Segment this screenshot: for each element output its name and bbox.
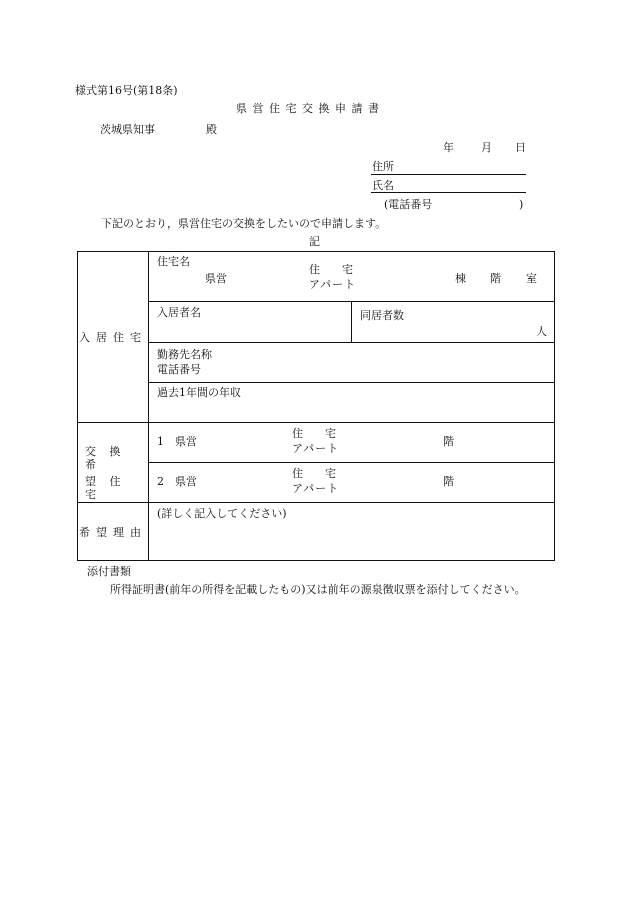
desired-housing-label: 交 換 希 望 住 宅	[78, 423, 149, 503]
desired-apart: アパート	[292, 482, 340, 495]
reason-cell[interactable]	[149, 503, 555, 561]
income-cell[interactable]	[149, 383, 555, 423]
desired-row-number: 1	[157, 435, 164, 448]
workplace-cell[interactable]	[149, 343, 555, 383]
desired-housing-row[interactable]	[149, 463, 555, 503]
ki-label: 記	[309, 235, 320, 248]
cohabitants-cell[interactable]	[352, 302, 555, 343]
reason-note: (詳しく記入してください)	[157, 507, 287, 520]
address-label: 住所	[372, 160, 394, 173]
date-month-label: 月	[481, 141, 492, 154]
cohabitants-label: 同居者数	[360, 309, 404, 322]
form-title: 県 営 住 宅 交 換 申 請 書	[236, 102, 380, 115]
building-label: 棟	[455, 272, 466, 285]
intro-text: 下記のとおり，県営住宅の交換をしたいので申請します。	[101, 217, 387, 230]
persons-unit: 人	[536, 325, 547, 338]
desired-floor: 階	[443, 435, 454, 448]
attachments-heading: 添付書類	[87, 565, 131, 578]
current-housing-label: 入居住宅	[78, 252, 149, 423]
date-year-label: 年	[443, 141, 454, 154]
desired-jutaku: 住 宅	[292, 427, 336, 440]
housing-type-jutaku: 住 宅	[309, 263, 353, 276]
name-label: 氏名	[372, 179, 394, 192]
phone-label: 電話番号	[157, 363, 201, 376]
name-line[interactable]	[371, 192, 526, 193]
desired-prefectural: 県営	[175, 475, 197, 488]
desired-row-number: 2	[157, 475, 164, 488]
form-number: 様式第16号(第18条)	[75, 84, 178, 97]
resident-name-label: 入居者名	[157, 306, 201, 319]
phone-open-label: (電話番号	[384, 198, 433, 211]
housing-name-label: 住宅名	[157, 255, 190, 268]
date-day-label: 日	[515, 141, 526, 154]
income-label: 過去1年間の年収	[157, 386, 241, 399]
resident-name-cell[interactable]	[149, 302, 352, 343]
prefectural-label: 県営	[205, 272, 227, 285]
housing-name-cell[interactable]	[149, 252, 555, 302]
addressee: 茨城県知事	[100, 123, 155, 136]
honorific: 殿	[206, 123, 217, 136]
desired-housing-row[interactable]	[149, 423, 555, 463]
desired-floor: 階	[443, 475, 454, 488]
desired-apart: アパート	[292, 442, 340, 455]
attachments-text: 所得証明書(前年の所得を記載したもの)又は前年の源泉徴収票を添付してください。	[110, 583, 526, 596]
room-label: 室	[526, 272, 537, 285]
address-line[interactable]	[371, 174, 526, 175]
housing-type-apart: アパート	[309, 278, 357, 291]
reason-label: 希望理由	[78, 503, 149, 561]
desired-jutaku: 住 宅	[292, 467, 336, 480]
workplace-label: 勤務先名称	[157, 348, 212, 361]
phone-close-paren: )	[519, 198, 524, 211]
application-table	[77, 251, 555, 561]
desired-prefectural: 県営	[175, 435, 197, 448]
floor-label: 階	[490, 272, 501, 285]
